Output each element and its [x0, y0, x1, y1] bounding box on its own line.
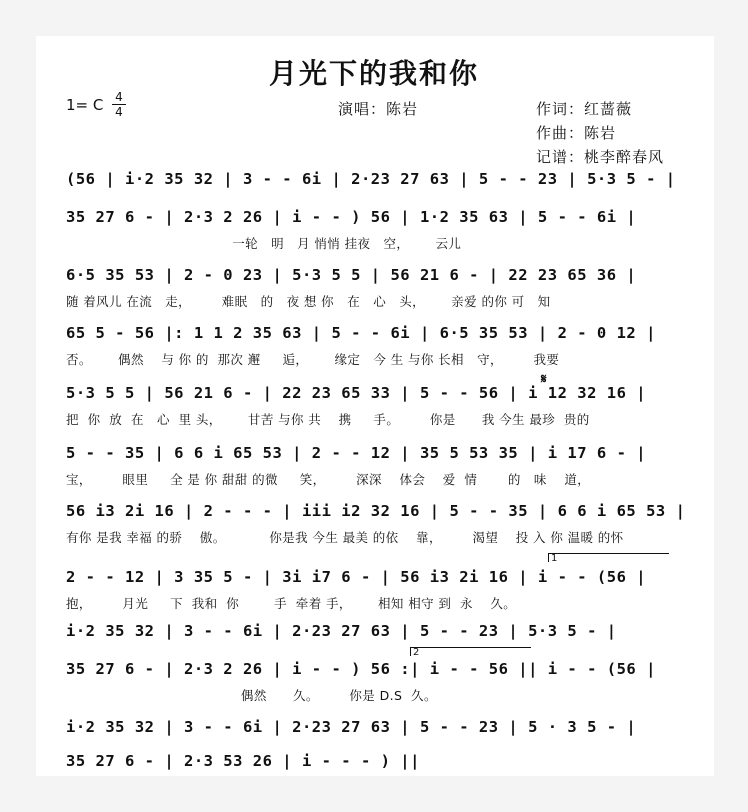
key-signature: 1= C	[66, 96, 104, 114]
notation: 35 27 6 - | 2·3 53 26 | i - - - ) ||	[66, 752, 420, 770]
notation: 6·5 35 53 | 2 - 0 23 | 5·3 5 5 | 56 21 6 - | 22 23 65 36 |	[66, 266, 637, 284]
notation: 2 - - 12 | 3 35 5 - | 3i i7 6 - | 56 i3 2i 16 | i - - (56 |	[66, 568, 647, 586]
score-line-6	[66, 444, 718, 487]
notation: 35 27 6 - | 2·3 2 26 | i - - ) 56 | 1·2 35 63 | 5 - - 6i |	[66, 208, 637, 226]
time-signature	[112, 91, 126, 118]
score-line-10	[66, 660, 718, 703]
score-line-1	[66, 170, 718, 210]
score-line-8	[66, 568, 718, 611]
lyrics: 有你 是我 幸福 的骄 傲。 你是我 今生 最美 的依 靠， 渴望 投 入 你 温暖 的怀	[66, 530, 624, 545]
notation: 65 5 - 56 |: 1 1 2 35 63 | 5 - - 6i | 6·5 35 53 | 2 - 0 12 |	[66, 324, 656, 342]
score-line-5	[66, 384, 718, 427]
second-ending-bracket: 2	[410, 647, 531, 656]
first-ending-bracket: 1	[548, 553, 669, 562]
transcriber-credit: 记谱：桃李醉春风	[536, 148, 665, 166]
lyrics: 一轮 明 月 悄悄 挂夜 空， 云儿	[66, 236, 462, 251]
score-line-7	[66, 502, 718, 545]
lyrics: 把 你 放 在 心 里 头， 甘苦 与你 共 携 手。 你是 我 今生 最珍 贵的	[66, 412, 590, 427]
score-line-3	[66, 266, 718, 309]
singer-credit: 演唱：陈岩	[338, 100, 419, 118]
notation: 35 27 6 - | 2·3 2 26 | i - - ) 56 :| i - - 56 || i - - (56 |	[66, 660, 656, 678]
lyrics: 随 着风儿 在流 走， 难眠 的 夜 想 你 在 心 头， 亲爱 的你 可 知	[66, 294, 551, 309]
lyrics: 宝， 眼里 全 是 你 甜甜 的微 笑， 深深 体会 爱 情 的 味 道，	[66, 472, 591, 487]
song-title: 月光下的我和你	[268, 57, 479, 90]
time-signature-bottom: 4	[115, 105, 123, 119]
lyrics: 否。 偶然 与 你 的 那次 邂 逅， 缘定 今 生 与你 长相 守， 我要	[66, 352, 560, 367]
lyricist-credit: 作词：红蔷薇	[536, 100, 633, 118]
score-line-4	[66, 324, 718, 367]
notation: 5·3 5 5 | 56 21 6 - | 22 23 65 33 | 5 - - 56 | i 12 32 16 |	[66, 384, 647, 402]
lyrics: 抱， 月光 下 我和 你 手 牵着 手， 相知 相守 到 永 久。	[66, 596, 517, 611]
notation: 56 i3 2i 16 | 2 - - - | iii i2 32 16 | 5 - - 35 | 6 6 i 65 53 |	[66, 502, 686, 520]
notation: (56 | i·2 35 32 | 3 - - 6i | 2·23 27 63 | 5 - - 23 | 5·3 5 - |	[66, 170, 676, 188]
composer-credit: 作曲：陈岩	[536, 124, 617, 142]
score-line-9	[66, 622, 718, 662]
notation: i·2 35 32 | 3 - - 6i | 2·23 27 63 | 5 - - 23 | 5·3 5 - |	[66, 622, 617, 640]
lyrics: 偶然 久。 你是 D.S 久。	[66, 688, 437, 703]
notation: i·2 35 32 | 3 - - 6i | 2·23 27 63 | 5 - - 23 | 5 · 3 5 - |	[66, 718, 637, 736]
segno-sign: 𝄋	[541, 372, 547, 387]
score-line-12	[66, 752, 718, 792]
time-signature-top: 4	[115, 90, 123, 104]
score-line-2	[66, 208, 718, 251]
notation: 5 - - 35 | 6 6 i 65 53 | 2 - - 12 | 35 5 53 35 | i 17 6 - |	[66, 444, 647, 462]
